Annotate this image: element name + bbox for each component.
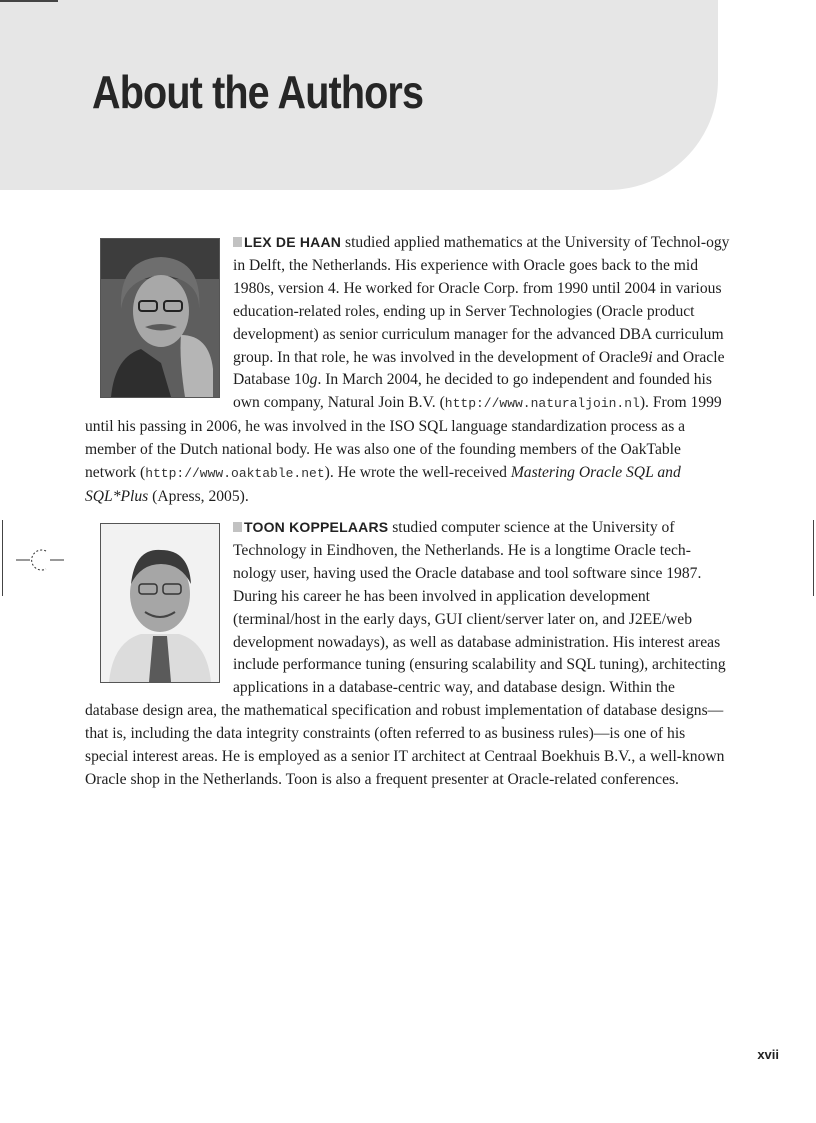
bio-url-oaktable[interactable]: http://www.oaktable.net bbox=[145, 466, 325, 482]
bio-text: and Oracle Database 10 bbox=[233, 348, 725, 389]
bio-text: ). From 1999 until his passing in 2006, he was involved in the ISO SQL language standardization process as a member of the Dutch national body. He was also one of the founding members of the OakTable network ( bbox=[85, 394, 722, 482]
page-number: xvii bbox=[757, 1047, 779, 1062]
registration-mark bbox=[6, 545, 68, 575]
bio-text: studied computer science at the University of Technology in Eindhoven, the Netherlands. He is a longtime Oracle tech-nology user, having used the Oracle database and tool software since 1987. During his career he has been involved in application development (terminal/host in the early days, GUI client/server later on, and J2EE/web development nowadays), as well as database administration. His interest areas include performance tuning (ensuring scalability and SQL tuning), architecting applications in a database-centric way, and database design. Within the database design area, the mathematical specification and robust implementation of database designs—that is, including the data integrity constraints (often referred to as business rules)—is one of his special interest areas. He is employed as a senior IT architect at Centraal Boekhuis B.V., a well-known Oracle shop in the Netherlands. Toon is also a frequent presenter at Oracle-related conferences. bbox=[85, 519, 726, 788]
author-bio-lex-de-haan bbox=[85, 231, 731, 509]
author-name: TOON KOPPELAARS bbox=[244, 519, 389, 535]
bio-italic: i bbox=[648, 348, 653, 366]
bio-text: (Apress, 2005). bbox=[148, 487, 249, 505]
bio-text: . In March 2004, he decided to go independent and founded his own company, Natural Join B.V. ( bbox=[233, 371, 712, 412]
bio-italic: g bbox=[309, 371, 318, 389]
bullet-mark bbox=[233, 237, 242, 247]
author-bio-toon-koppelaars bbox=[85, 516, 731, 792]
bio-book-title: Mastering Oracle SQL and SQL*Plus bbox=[85, 464, 681, 505]
bio-text: studied applied mathematics at the University of Technol-ogy in Delft, the Netherlands. His experience with Oracle goes back to the mid 1980s, version 4. He worked for Oracle Corp. from 1990 until 2004 in various education-related roles, ending up in Server Technologies (Oracle product development) as senior curriculum manager for the advanced DBA curriculum group. In that role, he was involved in the development of Oracle9 bbox=[233, 234, 730, 366]
author-photo-lex-de-haan bbox=[100, 238, 220, 398]
page-title: About the Authors bbox=[92, 66, 424, 118]
author-photo-toon-koppelaars bbox=[100, 523, 220, 683]
crop-line-left bbox=[2, 520, 3, 596]
bio-text: ). He wrote the well-received bbox=[324, 464, 511, 482]
bullet-mark bbox=[233, 522, 242, 532]
bio-url-naturaljoin[interactable]: http://www.naturaljoin.nl bbox=[444, 396, 640, 412]
author-name: LEX DE HAAN bbox=[244, 234, 342, 250]
top-rule bbox=[0, 0, 58, 2]
crop-line-right bbox=[813, 520, 814, 596]
